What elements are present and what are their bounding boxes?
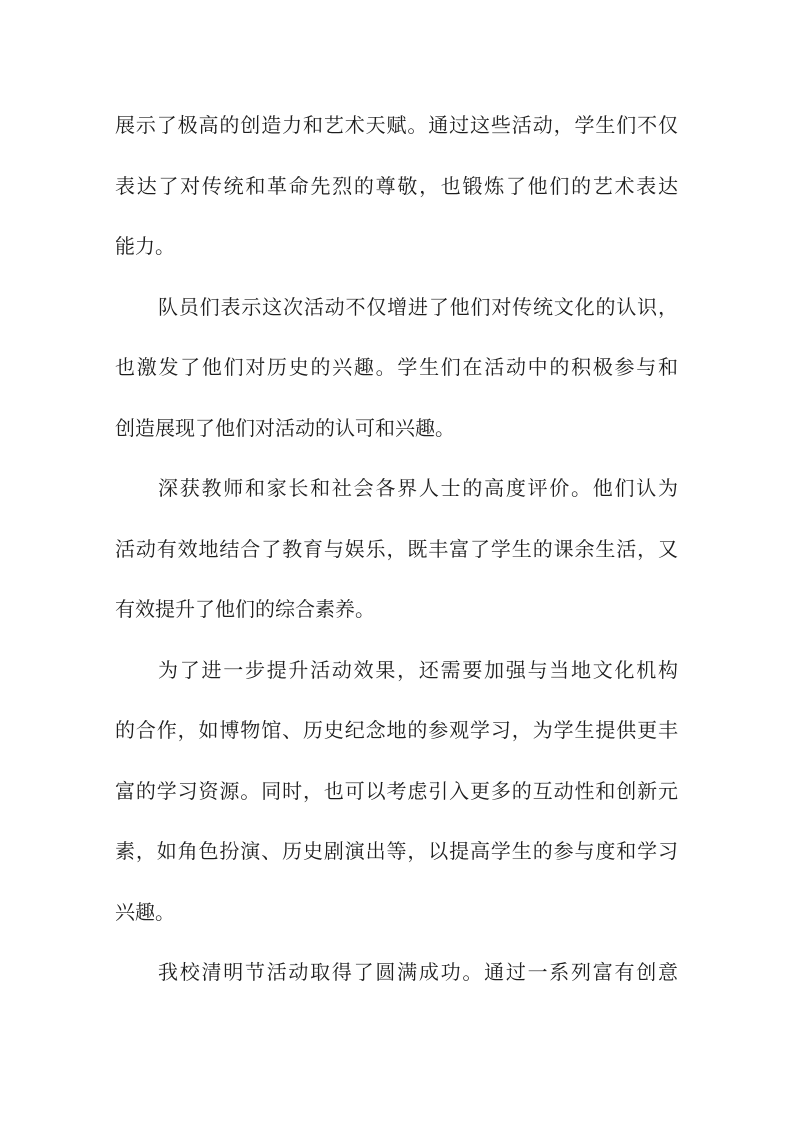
text-line paragraph-end: 能力。 <box>115 234 175 258</box>
text-line: 展示了极高的创造力和艺术天赋。通过这些活动，学生们不仅 <box>115 113 678 137</box>
text-line: 富的学习资源。同时，也可以考虑引入更多的互动性和创新元 <box>115 778 678 803</box>
text-line: 也激发了他们对历史的兴趣。学生们在活动中的积极参与和 <box>115 355 678 379</box>
text-line: 表达了对传统和革命先烈的尊敬，也锻炼了他们的艺术表达 <box>115 173 678 198</box>
text-line: 素，如角色扮演、历史剧演出等，以提高学生的参与度和学习 <box>115 839 678 863</box>
text-line paragraph-start: 队员们表示这次活动不仅增进了他们对传统文化的认识， <box>158 294 678 319</box>
text-line paragraph-start: 为了进一步提升活动效果，还需要加强与当地文化机构 <box>158 657 678 682</box>
text-line: 的合作，如博物馆、历史纪念地的参观学习，为学生提供更丰 <box>115 718 678 742</box>
document-body <box>115 95 678 1003</box>
text-line paragraph-start: 深获教师和家长和社会各界人士的高度评价。他们认为 <box>158 476 678 500</box>
text-line: 活动有效地结合了教育与娱乐，既丰富了学生的课余生活，又 <box>115 536 678 561</box>
text-line paragraph-start: 我校清明节活动取得了圆满成功。通过一系列富有创意 <box>158 960 678 984</box>
text-line paragraph-end: 创造展现了他们对活动的认可和兴趣。 <box>115 415 455 440</box>
text-line paragraph-end: 兴趣。 <box>115 899 175 924</box>
text-line paragraph-end: 有效提升了他们的综合素养。 <box>115 597 375 621</box>
